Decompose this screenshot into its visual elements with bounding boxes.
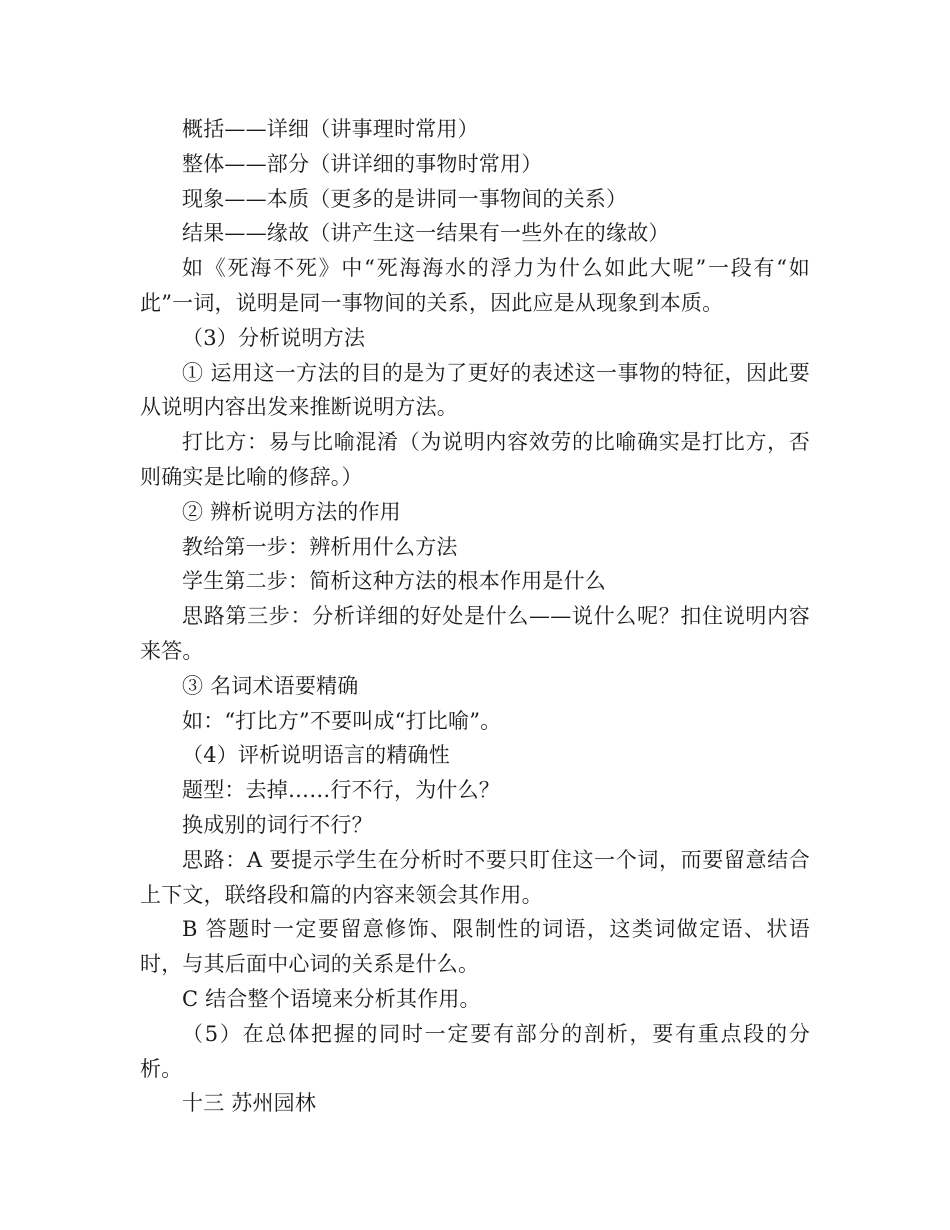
paragraph-approach-c: C 结合整个语境来分析其作用。 xyxy=(182,986,481,1011)
document-body xyxy=(140,112,810,1121)
paragraph-phenomenon-essence: 现象——本质（更多的是讲同一事物间的关系） xyxy=(182,186,628,211)
paragraph-point-3: ③ 名词术语要精确 xyxy=(182,673,359,698)
paragraph-step-2: 学生第二步：简析这种方法的根本作用是什么 xyxy=(182,569,606,594)
paragraph-replace-word: 换成别的词行不行？ xyxy=(182,812,373,837)
paragraph-term-example: 如：“打比方”不要叫成“打比喻”。 xyxy=(182,708,502,733)
paragraph-point-1: ① 运用这一方法的目的是为了更好的表述这一事物的特征，因此要从说明内容出发来推断说明方法。 xyxy=(140,360,810,420)
paragraph-analogy-note: 打比方：易与比喻混淆（为说明内容效劳的比喻确实是打比方，否则确实是比喻的修辞。） xyxy=(140,430,810,489)
paragraph-result-cause: 结果——缘故（讲产生这一结果有一些外在的缘故） xyxy=(182,221,670,246)
paragraph-summary-detail: 概括——详细（讲事理时常用） xyxy=(182,117,479,141)
paragraph-approach-a: 思路：A 要提示学生在分析时不要只盯住这一个词，而要留意结合上下文，联络段和篇的内容来领会其作用。 xyxy=(140,847,810,907)
paragraph-dead-sea-example: 如《死海不死》中“死海海水的浮力为什么如此大呢”一段有“如此”一词，说明是同一事物间的关系，因此应是从现象到本质。 xyxy=(140,256,810,315)
paragraph-step-1: 教给第一步：辨析用什么方法 xyxy=(182,534,458,559)
paragraph-step-3: 思路第三步：分析详细的好处是什么——说什么呢？扣住说明内容来答。 xyxy=(140,604,810,663)
section-heading-4: （4）评析说明语言的精确性 xyxy=(182,743,450,768)
chapter-heading-suzhou-gardens: 十三 苏州园林 xyxy=(182,1091,317,1116)
paragraph-approach-b: B 答题时一定要留意修饰、限制性的词语，这类词做定语、状语时，与其后面中心词的关系是什么。 xyxy=(140,917,810,977)
paragraph-question-type: 题型：去掉……行不行，为什么？ xyxy=(182,778,500,803)
section-heading-3: （3）分析说明方法 xyxy=(182,325,366,350)
paragraph-point-2: ② 辨析说明方法的作用 xyxy=(182,499,401,524)
section-heading-5: （5）在总体把握的同时一定要有部分的剖析，要有重点段的分析。 xyxy=(140,1021,810,1081)
paragraph-whole-part: 整体——部分（讲详细的事物时常用） xyxy=(182,151,543,176)
